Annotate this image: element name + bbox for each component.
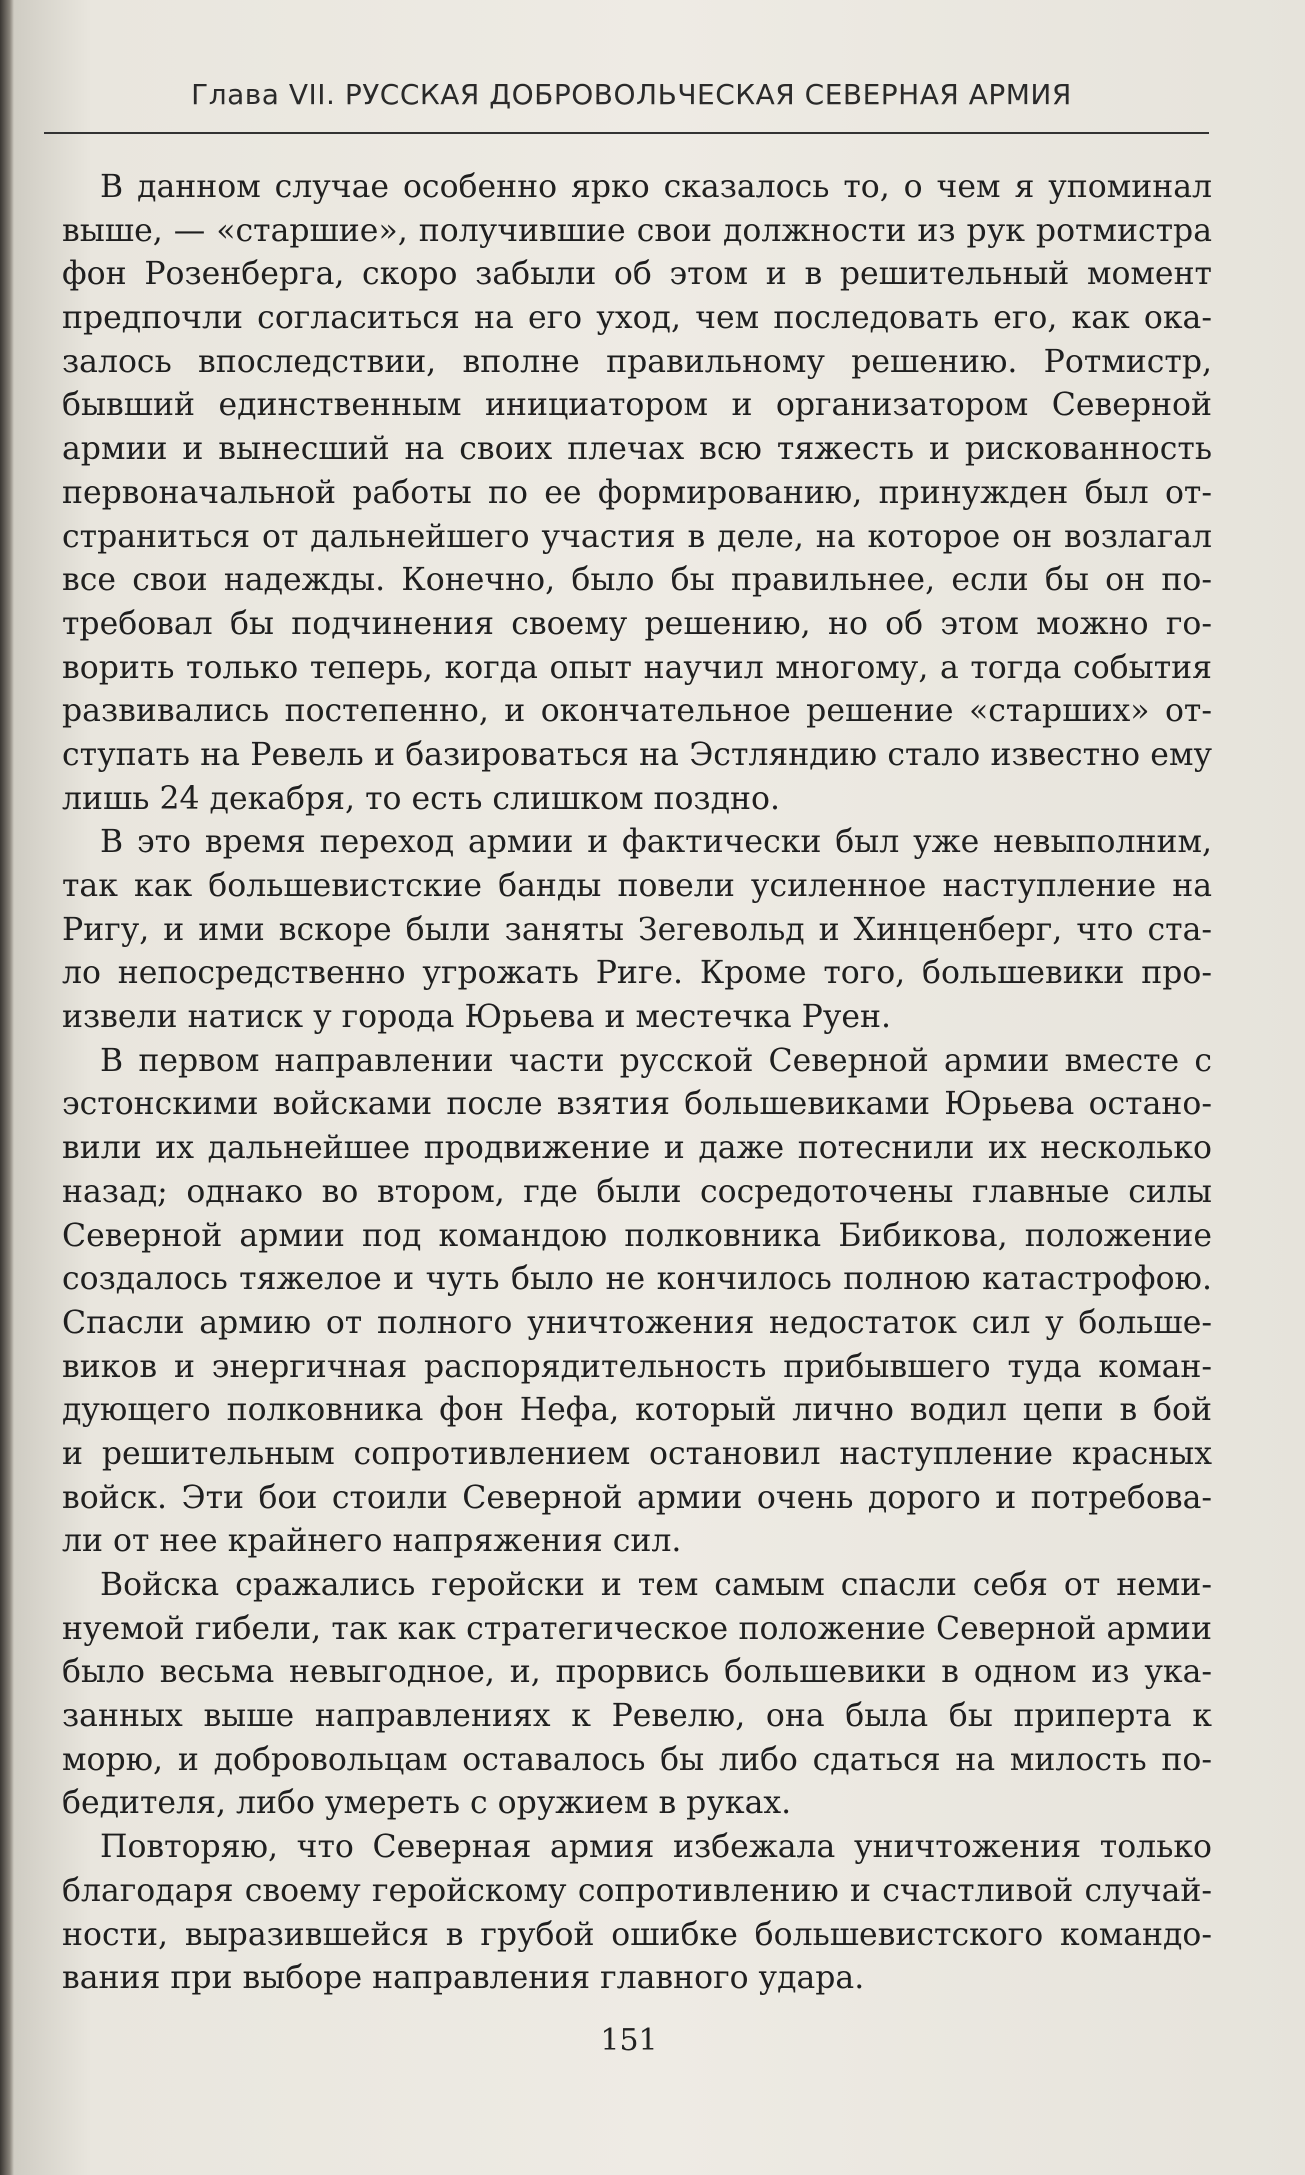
book-spine-shadow xyxy=(0,0,14,2175)
book-page xyxy=(14,0,1305,2175)
text-line: войск. Эти бои стоили Северной армии очень дорого и потребова- xyxy=(62,1479,1212,1516)
text-line: ступать на Ревель и базироваться на Эстляндию стало известно ему xyxy=(62,736,1212,773)
text-line: лишь 24 декабря, то есть слишком поздно. xyxy=(62,780,780,817)
text-line: Повторяю, что Северная армия избежала уничтожения только xyxy=(100,1829,1212,1866)
text-line: дующего полковника фон Нефа, который лично водил цепи в бой xyxy=(62,1392,1212,1429)
text-line: ли от нее крайнего напряжения сил. xyxy=(62,1523,682,1560)
text-line: предпочли согласиться на его уход, чем последовать его, как ока- xyxy=(62,300,1212,337)
text-line: морю, и добровольцам оставалось бы либо сдаться на милость по- xyxy=(62,1741,1212,1778)
text-line: все свои надежды. Конечно, было бы правильнее, если бы он по- xyxy=(62,562,1212,599)
text-line: бывший единственным инициатором и организатором Северной xyxy=(62,387,1212,424)
text-line: Спасли армию от полного уничтожения недостаток сил у больше- xyxy=(62,1304,1212,1341)
text-line: В первом направлении части русской Северной армии вместе с xyxy=(100,1042,1212,1079)
text-line: В данном случае особенно ярко сказалось то, о чем я упоминал xyxy=(100,169,1212,205)
text-line: было весьма невыгодное, и, прорвись большевики в одном из ука- xyxy=(62,1654,1212,1691)
text-line: требовал бы подчинения своему решению, но об этом можно го- xyxy=(62,605,1212,642)
text-line: первоначальной работы по ее формированию, принужден был от- xyxy=(62,474,1212,511)
text-line: залось впоследствии, вполне правильному решению. Ротмистр, xyxy=(62,343,1212,380)
text-line: Ригу, и ими вскоре были заняты Зегевольд и Хинценберг, что ста- xyxy=(62,911,1212,948)
text-line: В это время переход армии и фактически был уже невыполним, xyxy=(100,824,1212,861)
text-line: бедителя, либо умереть с оружием в руках. xyxy=(62,1785,792,1822)
text-line: ло непосредственно угрожать Риге. Кроме того, большевики про- xyxy=(62,955,1212,992)
text-line: извели натиск у города Юрьева и местечка Руен. xyxy=(62,999,892,1036)
text-line: создалось тяжелое и чуть было не кончилось полною катастрофою. xyxy=(62,1261,1212,1298)
text-line: назад; однако во втором, где были сосредоточены главные силы xyxy=(62,1173,1212,1210)
text-line: Войска сражались геройски и тем самым спасли себя от неми- xyxy=(100,1567,1212,1603)
text-line: вания при выборе направления главного удара. xyxy=(62,1960,865,1997)
text-line: и решительным сопротивлением остановил наступление красных xyxy=(62,1435,1212,1472)
text-line: благодаря своему геройскому сопротивлению и счастливой случай- xyxy=(62,1872,1212,1909)
text-line: армии и вынесший на своих плечах всю тяжесть и рискованность xyxy=(62,431,1212,468)
text-line: страниться от дальнейшего участия в деле, на которое он возлагал xyxy=(62,518,1212,555)
page-number: 151 xyxy=(600,2023,658,2058)
text-line: ности, выразившейся в грубой ошибке большевистского командо- xyxy=(62,1916,1212,1953)
text-line: ворить только теперь, когда опыт научил многому, а тогда события xyxy=(62,649,1212,686)
text-line: Северной армии под командою полковника Бибикова, положение xyxy=(62,1217,1212,1254)
text-line: развивались постепенно, и окончательное решение «старших» от- xyxy=(62,693,1212,730)
text-line: так как большевистские банды повели усиленное наступление на xyxy=(62,868,1212,904)
running-head: Глава VII. РУССКАЯ ДОБРОВОЛЬЧЕСКАЯ СЕВЕРНАЯ АРМИЯ xyxy=(191,78,1072,111)
text-line: нуемой гибели, так как стратегическое положение Северной армии xyxy=(62,1610,1212,1647)
text-line: эстонскими войсками после взятия большевиками Юрьева остано- xyxy=(62,1086,1212,1123)
text-line: выше, — «старшие», получившие свои должности из рук ротмистра xyxy=(62,212,1212,249)
header-rule xyxy=(44,132,1209,134)
text-line: виков и энергичная распорядительность прибывшего туда коман- xyxy=(62,1348,1212,1385)
text-line: занных выше направлениях к Ревелю, она была бы приперта к xyxy=(62,1698,1212,1735)
body-text xyxy=(62,166,1212,2001)
text-line: вили их дальнейшее продвижение и даже потеснили их несколько xyxy=(62,1130,1212,1167)
text-line: фон Розенберга, скоро забыли об этом и в решительный момент xyxy=(62,256,1212,293)
